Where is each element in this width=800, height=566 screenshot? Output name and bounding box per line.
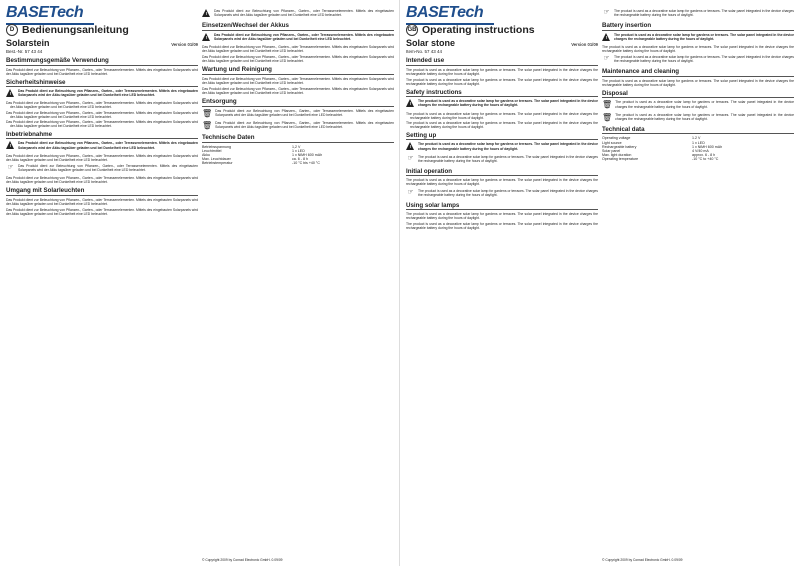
pointing-hand-icon: ☞ xyxy=(603,55,610,63)
section-heading: Intended use xyxy=(406,57,598,66)
crossed-bin-icon: 🗑 xyxy=(202,108,213,118)
product-name: Solar stone xyxy=(406,38,456,48)
paragraph: The product is used as a decorative solar lamp for gardens or terraces. The solar panel integrated in the device charges the rechargeable battery during the hours of daylight. xyxy=(615,112,794,121)
paragraph: The product is used as a decorative solar lamp for gardens or terraces. The solar panel integrated in the device charges the rechargeable battery during the hours of daylight. xyxy=(406,212,598,221)
manual-title: Bedienungsanleitung xyxy=(22,24,129,36)
spec-row: Max. light duration approx. 6 - 8 h xyxy=(602,153,716,158)
version-label: Version 01/09 xyxy=(171,42,198,47)
paragraph: The product is used as a decorative solar lamp for gardens or terraces. The solar panel integrated in the device charges the rechargeable battery during the hours of daylight. xyxy=(406,67,598,76)
language-badge: GB xyxy=(406,24,418,36)
disposal-block xyxy=(202,109,394,119)
pointing-hand-icon: ☞ xyxy=(603,9,610,16)
spec-row: Max. Leuchtdauer ca. 6 - 8 h xyxy=(202,157,308,162)
disposal-block xyxy=(202,121,394,131)
section-heading: Umgang mit Solarleuchten xyxy=(6,187,198,196)
section-heading: Einsetzen/Wechsel der Akkus xyxy=(202,22,394,31)
section-heading: Initial operation xyxy=(406,168,598,177)
section-heading: Inbetriebnahme xyxy=(6,131,198,140)
spec-row: Betriebsspannung 1,2 V xyxy=(202,144,301,149)
paragraph: Das Produkt dient zur Beleuchtung von Pflanzen-, Garten-, oder Terrassenelementen. Mittels des eingebauten Solarpanels wird der Akku tagsüber geladen und bei Dunkelheit eine LED beleuchtet. xyxy=(202,44,394,53)
product-name: Solarstein xyxy=(6,38,50,48)
pointing-hand-icon: ☞ xyxy=(407,188,414,196)
warning-block xyxy=(406,142,598,152)
brand-logo-text: BASETech xyxy=(6,4,84,21)
disposal-block xyxy=(602,100,794,110)
brand-logo xyxy=(406,4,496,22)
spec-row: Operating voltage 1.2 V xyxy=(602,136,701,141)
hint-block xyxy=(602,9,794,19)
brand-logo-text: BASETech xyxy=(406,4,484,21)
bullet-item: The product is used as a decorative solar lamp for gardens or terraces. The solar panel integrated in the device charges the rechargeable battery during the hours of daylight. xyxy=(406,120,598,129)
spec-row: Light source 1 x LED xyxy=(602,140,705,145)
paragraph: The product is used as a decorative solar lamp for gardens or terraces. The solar panel integrated in the device charges the rechargeable battery during the hours of daylight. xyxy=(418,142,598,151)
bullet-item: The product is used as a decorative solar lamp for gardens or terraces. The solar panel integrated in the device charges the rechargeable battery during the hours of daylight. xyxy=(406,111,598,120)
warning-icon: ! xyxy=(6,141,15,149)
paragraph: The product is used as a decorative solar lamp for gardens or terraces. The solar panel integrated in the device charges the rechargeable battery during the hours of daylight. xyxy=(406,222,598,231)
section-heading: Disposal xyxy=(602,90,794,99)
paragraph: The product is used as a decorative solar lamp for gardens or terraces. The solar panel integrated in the device charges the rechargeable battery during the hours of daylight. xyxy=(602,44,794,53)
bullet-item: Das Produkt dient zur Beleuchtung von Pflanzen-, Garten-, oder Terrassenelementen. Mittels des eingebauten Solarpanels wird der Akku tagsüber geladen und bei Dunkelheit eine LED beleuchtet. xyxy=(6,119,198,128)
spec-row: Leuchtmittel 1 x LED xyxy=(202,148,305,153)
warning-block xyxy=(406,99,598,109)
paragraph: The product is used as a decorative solar lamp for gardens or terraces. The solar panel integrated in the device charges the rechargeable battery during the hours of daylight. xyxy=(406,77,598,86)
warning-block xyxy=(6,89,198,99)
section-heading: Bestimmungsgemäße Verwendung xyxy=(6,57,198,66)
section-heading: Setting up xyxy=(406,132,598,141)
spec-row: Akku 1 x NiMH 600 mAh xyxy=(202,152,323,157)
paragraph: The product is used as a decorative solar lamp for gardens or terraces. The solar panel integrated in the device charges the rechargeable battery during the hours of daylight. xyxy=(602,78,794,87)
crossed-bin-icon: 🗑 xyxy=(202,120,213,130)
paragraph: The product is used as a decorative solar lamp for gardens or terraces. The solar panel integrated in the device charges the rechargeable battery during the hours of daylight. xyxy=(418,188,598,197)
paragraph: Das Produkt dient zur Beleuchtung von Pflanzen-, Garten-, oder Terrassenelementen. Mittels des eingebauten Solarpanels wird der Akku tagsüber geladen und bei Dunkelheit eine LED beleuchtet. xyxy=(6,207,198,216)
hint-block xyxy=(6,164,198,174)
language-heading xyxy=(406,24,535,36)
section-heading: Safety instructions xyxy=(406,89,598,98)
disposal-block xyxy=(602,113,794,123)
paragraph: Das Produkt dient zur Beleuchtung von Pflanzen-, Garten-, oder Terrassenelementen. Mittels des eingebauten Solarpanels wird der Akku tagsüber geladen und bei Dunkelheit eine LED beleuchtet. xyxy=(202,86,394,96)
paragraph: Das Produkt dient zur Beleuchtung von Pflanzen-, Garten-, oder Terrassenelementen. Mittels des eingebauten Solarpanels wird der Akku tagsüber geladen und bei Dunkelheit eine LED beleuchtet. xyxy=(6,176,198,185)
pointing-hand-icon: ☞ xyxy=(407,154,414,162)
paragraph: The product is used as a decorative solar lamp for gardens or terraces. The solar panel integrated in the device charges the rechargeable battery during the hours of daylight. xyxy=(418,154,598,163)
paragraph: The product is used as a decorative solar lamp for gardens or terraces. The solar panel integrated in the device charges the rechargeable battery during the hours of daylight. xyxy=(614,32,794,41)
paragraph: Das Produkt dient zur Beleuchtung von Pflanzen-, Garten-, oder Terrassenelementen. Mittels des eingebauten Solarpanels wird der Akku tagsüber geladen und bei Dunkelheit eine LED beleuchtet. xyxy=(202,55,394,64)
paragraph: Das Produkt dient zur Beleuchtung von Pflanzen-, Garten-, oder Terrassenelementen. Mittels des eingebauten Solarpanels wird der Akku tagsüber geladen und bei Dunkelheit eine LED beleuchtet. xyxy=(18,163,198,172)
paragraph: Das Produkt dient zur Beleuchtung von Pflanzen-, Garten-, oder Terrassenelementen. Mittels des eingebauten Solarpanels wird der Akku tagsüber geladen und bei Dunkelheit eine LED beleuchtet. xyxy=(6,67,198,76)
warning-block xyxy=(602,33,794,43)
paragraph: Das Produkt dient zur Beleuchtung von Pflanzen-, Garten-, oder Terrassenelementen. Mittels des eingebauten Solarpanels wird der Akku tagsüber geladen und bei Dunkelheit eine LED beleuchtet. xyxy=(202,76,394,85)
warning-icon: ! xyxy=(406,142,415,150)
paragraph: Das Produkt dient zur Beleuchtung von Pflanzen-, Garten-, oder Terrassenelementen. Mittels des eingebauten Solarpanels wird der Akku tagsüber geladen und bei Dunkelheit eine LED beleuchtet. xyxy=(6,197,198,206)
crossed-bin-icon: 🗑 xyxy=(602,112,613,122)
manual-title: Operating instructions xyxy=(422,24,535,36)
imprint: © Copyright 2009 by Conrad Electronic GmbH. 0.09/09 xyxy=(602,558,683,562)
english-right-column xyxy=(602,8,794,162)
warning-icon: ! xyxy=(602,33,611,41)
hint-block xyxy=(602,55,794,65)
paragraph: Das Produkt dient zur Beleuchtung von Pflanzen-, Garten-, oder Terrassenelementen. Mittels des eingebauten Solarpanels wird der Akku tagsüber geladen und bei Dunkelheit eine LED beleuchtet. xyxy=(6,153,198,162)
version-label: Version 01/09 xyxy=(571,42,598,47)
spec-row: Rechargeable battery 1 x NiMH 600 mAh xyxy=(602,144,723,149)
section-heading: Entsorgung xyxy=(202,98,394,107)
warning-icon: ! xyxy=(202,9,211,17)
english-page xyxy=(400,0,800,566)
section-heading: Wartung und Reinigung xyxy=(202,66,394,75)
language-badge: D xyxy=(6,24,18,36)
spec-row: Operating temperature -10 °C to +40 °C xyxy=(602,157,719,162)
brand-logo xyxy=(6,4,96,22)
paragraph: The product is used as a decorative solar lamp for gardens or terraces. The solar panel integrated in the device charges the rechargeable battery during the hours of daylight. xyxy=(418,99,598,108)
section-heading: Technische Daten xyxy=(202,134,394,143)
section-heading: Maintenance and cleaning xyxy=(602,68,794,77)
article-number: Best.-Nr. 57 43 44 xyxy=(6,49,43,54)
paragraph: The product is used as a decorative solar lamp for gardens or terraces. The solar panel integrated in the device charges the rechargeable battery during the hours of daylight. xyxy=(615,100,794,109)
language-heading xyxy=(6,24,129,36)
section-heading: Battery insertion xyxy=(602,22,794,31)
hint-block xyxy=(406,155,598,165)
german-right-column xyxy=(202,8,394,166)
english-left-column xyxy=(406,38,598,233)
paragraph: Das Produkt dient zur Beleuchtung von Pflanzen-, Garten-, oder Terrassenelementen. Mittels des eingebauten Solarpanels wird der Akku tagsüber geladen und bei Dunkelheit eine LED beleuchtet. xyxy=(215,120,394,129)
paragraph: Das Produkt dient zur Beleuchtung von Pflanzen-, Garten-, oder Terrassenelementen. Mittels des eingebauten Solarpanels wird der Akku tagsüber geladen und bei Dunkelheit eine LED beleuchtet. xyxy=(214,32,394,41)
article-number: Item-No. 57 43 44 xyxy=(406,49,443,54)
section-heading: Sicherheitshinweise xyxy=(6,79,198,88)
warning-block xyxy=(202,9,394,19)
warning-icon: ! xyxy=(6,89,15,97)
pointing-hand-icon: ☞ xyxy=(7,163,14,171)
paragraph: The product is used as a decorative solar lamp for gardens or terraces. The solar panel integrated in the device charges the rechargeable battery during the hours of daylight. xyxy=(406,178,598,187)
warning-block xyxy=(6,141,198,151)
warning-block xyxy=(202,33,394,43)
bullet-item: Das Produkt dient zur Beleuchtung von Pflanzen-, Garten-, oder Terrassenelementen. Mittels des eingebauten Solarpanels wird der Akku tagsüber geladen und bei Dunkelheit eine LED beleuchtet. xyxy=(6,101,198,110)
hint-block xyxy=(406,189,598,199)
section-heading: Technical data xyxy=(602,126,794,135)
paragraph: Das Produkt dient zur Beleuchtung von Pflanzen-, Garten-, oder Terrassenelementen. Mittels des eingebauten Solarpanels wird der Akku tagsüber geladen und bei Dunkelheit eine LED beleuchtet. xyxy=(215,108,394,117)
paragraph: Das Produkt dient zur Beleuchtung von Pflanzen-, Garten-, oder Terrassenelementen. Mittels des eingebauten Solarpanels wird der Akku tagsüber geladen und bei Dunkelheit eine LED beleuchtet. xyxy=(214,9,394,18)
paragraph: The product is used as a decorative solar lamp for gardens or terraces. The solar panel integrated in the device charges the rechargeable battery during the hours of daylight. xyxy=(614,55,794,64)
spec-row: Solar panel 4 V/40 mA xyxy=(602,148,709,153)
bullet-item: Das Produkt dient zur Beleuchtung von Pflanzen-, Garten-, oder Terrassenelementen. Mittels des eingebauten Solarpanels wird der Akku tagsüber geladen und bei Dunkelheit eine LED beleuchtet. xyxy=(6,110,198,119)
paragraph: Das Produkt dient zur Beleuchtung von Pflanzen-, Garten-, oder Terrassenelementen. Mittels des eingebauten Solarpanels wird der Akku tagsüber geladen und bei Dunkelheit eine LED beleuchtet. xyxy=(18,141,198,150)
imprint: © Copyright 2009 by Conrad Electronic GmbH. 0.09/09 xyxy=(202,558,283,562)
paragraph: Das Produkt dient zur Beleuchtung von Pflanzen-, Garten-, oder Terrassenelementen. Mittels des eingebauten Solarpanels wird der Akku tagsüber geladen und bei Dunkelheit eine LED beleuchtet. xyxy=(18,89,198,98)
paragraph: The product is used as a decorative solar lamp for gardens or terraces. The solar panel integrated in the device charges the rechargeable battery during the hours of daylight. xyxy=(614,9,794,18)
section-heading: Using solar lamps xyxy=(406,202,598,211)
warning-icon: ! xyxy=(406,99,415,107)
german-left-column xyxy=(6,38,198,218)
spec-row: Betriebstemperatur -10 °C bis +40 °C xyxy=(202,161,320,166)
crossed-bin-icon: 🗑 xyxy=(602,100,613,110)
warning-icon: ! xyxy=(202,33,211,41)
